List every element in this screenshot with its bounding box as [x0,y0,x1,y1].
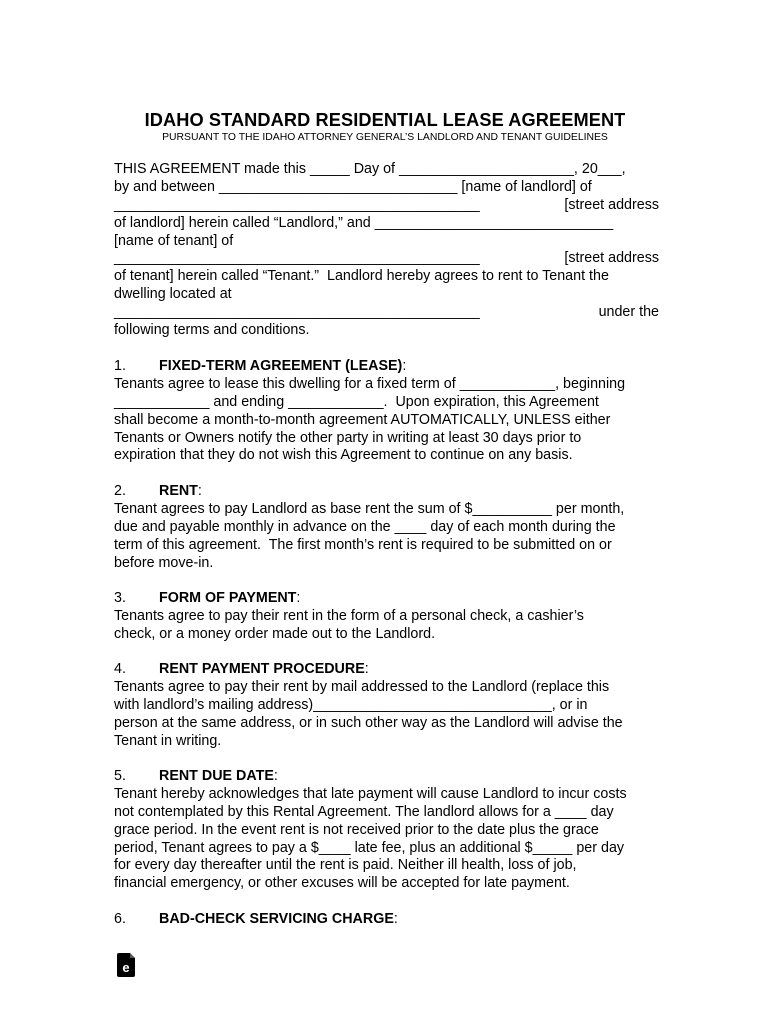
section-colon: : [296,590,301,606]
section-line: grace period. In the event rent is not received prior to the date plus the grace [114,821,599,838]
section-line: period, Tenant agrees to pay a $____ late fee, plus an additional $_____ per day [114,839,625,856]
intro-line: THIS AGREEMENT made this _____ Day of ______________________, 20___, [114,161,626,177]
eforms-logo-icon [117,953,137,977]
section-title: RENT PAYMENT PROCEDURE [159,661,365,677]
section-heading [114,661,659,679]
section-form-of-payment [114,590,659,644]
section-heading [114,911,659,929]
section-line: Tenants agree to pay their rent by mail addressed to the Landlord (replace this [114,678,610,695]
section-line: financial emergency, or other excuses will be accepted for late payment. [114,875,570,892]
section-number: 3. [114,590,126,606]
blank-line: ______________________________________________ [114,250,480,267]
intro-paragraph [114,161,659,340]
intro-line [114,197,659,215]
section-number: 4. [114,661,126,677]
blank-line: ______________________________________________ [114,304,480,321]
intro-line: of landlord] herein called “Landlord,” and ______________________________ [114,214,614,231]
section-colon: : [402,358,407,374]
section-line: Tenant in writing. [114,732,222,749]
section-title: RENT [159,483,198,499]
section-line: term of this agreement. The first month’s rent is required to be submitted on or [114,536,612,553]
section-bad-check-charge [114,911,659,929]
section-heading [114,483,659,501]
section-fixed-term [114,358,659,465]
section-colon: : [197,483,202,499]
intro-text: under the [598,304,659,321]
section-heading [114,358,659,376]
document-subtitle: PURSUANT TO THE IDAHO ATTORNEY GENERAL’S LANDLORD AND TENANT GUIDELINES [162,132,608,143]
section-line: Tenants agree to pay their rent in the form of a personal check, a cashier’s [114,607,584,624]
section-colon: : [273,768,278,784]
section-number: 6. [114,911,126,927]
section-rent-due-date [114,768,659,893]
intro-line: by and between ______________________________ [name of landlord] of [114,178,592,195]
section-line: due and payable monthly in advance on the ____ day of each month during the [114,518,616,535]
section-line: Tenants or Owners notify the other party in writing at least 30 days prior to [114,429,582,446]
section-line: check, or a money order made out to the Landlord. [114,625,436,642]
section-line: for every day thereafter until the rent is paid. Neither ill health, loss of job, [114,857,577,874]
intro-line: of tenant] herein called “Tenant.” Landlord hereby agrees to rent to Tenant the [114,268,609,285]
section-line: Tenant hereby acknowledges that late payment will cause Landlord to incur costs [114,785,627,802]
section-line: ____________ and ending ____________. Upon expiration, this Agreement [114,393,599,410]
intro-line: following terms and conditions. [114,322,310,339]
intro-line [114,304,659,322]
section-title: RENT DUE DATE [159,768,274,784]
intro-text: [street address [564,250,659,267]
blank-line: ______________________________________________ [114,196,480,213]
section-heading [114,590,659,608]
intro-line: [name of tenant] of [114,232,234,249]
section-heading [114,768,659,786]
section-number: 5. [114,768,126,784]
section-line: before move-in. [114,554,214,571]
document-title: IDAHO STANDARD RESIDENTIAL LEASE AGREEMENT [144,110,626,130]
section-line: not contemplated by this Rental Agreement. The landlord allows for a ____ day [114,803,614,820]
section-line: with landlord’s mailing address)______________________________, or in [114,696,588,713]
section-line: Tenants agree to lease this dwelling for a fixed term of ____________, beginning [114,375,626,392]
intro-line [114,250,659,268]
section-number: 2. [114,483,126,499]
section-line: expiration that they do not wish this Agreement to continue on any basis. [114,447,573,464]
intro-text: [street address [564,196,659,213]
section-rent-payment-procedure [114,661,659,750]
intro-line: dwelling located at [114,286,232,303]
section-line: shall become a month-to-month agreement AUTOMATICALLY, UNLESS either [114,411,611,428]
section-number: 1. [114,358,126,374]
section-title: FORM OF PAYMENT [159,590,297,606]
section-colon: : [393,911,398,927]
section-line: person at the same address, or in such other way as the Landlord will advise the [114,714,623,731]
section-title: FIXED-TERM AGREEMENT (LEASE) [159,358,403,374]
section-title: BAD-CHECK SERVICING CHARGE [159,911,394,927]
section-colon: : [364,661,369,677]
svg-text:e: e [122,960,130,975]
section-rent [114,483,659,572]
section-line: Tenant agrees to pay Landlord as base rent the sum of $__________ per month, [114,500,625,517]
